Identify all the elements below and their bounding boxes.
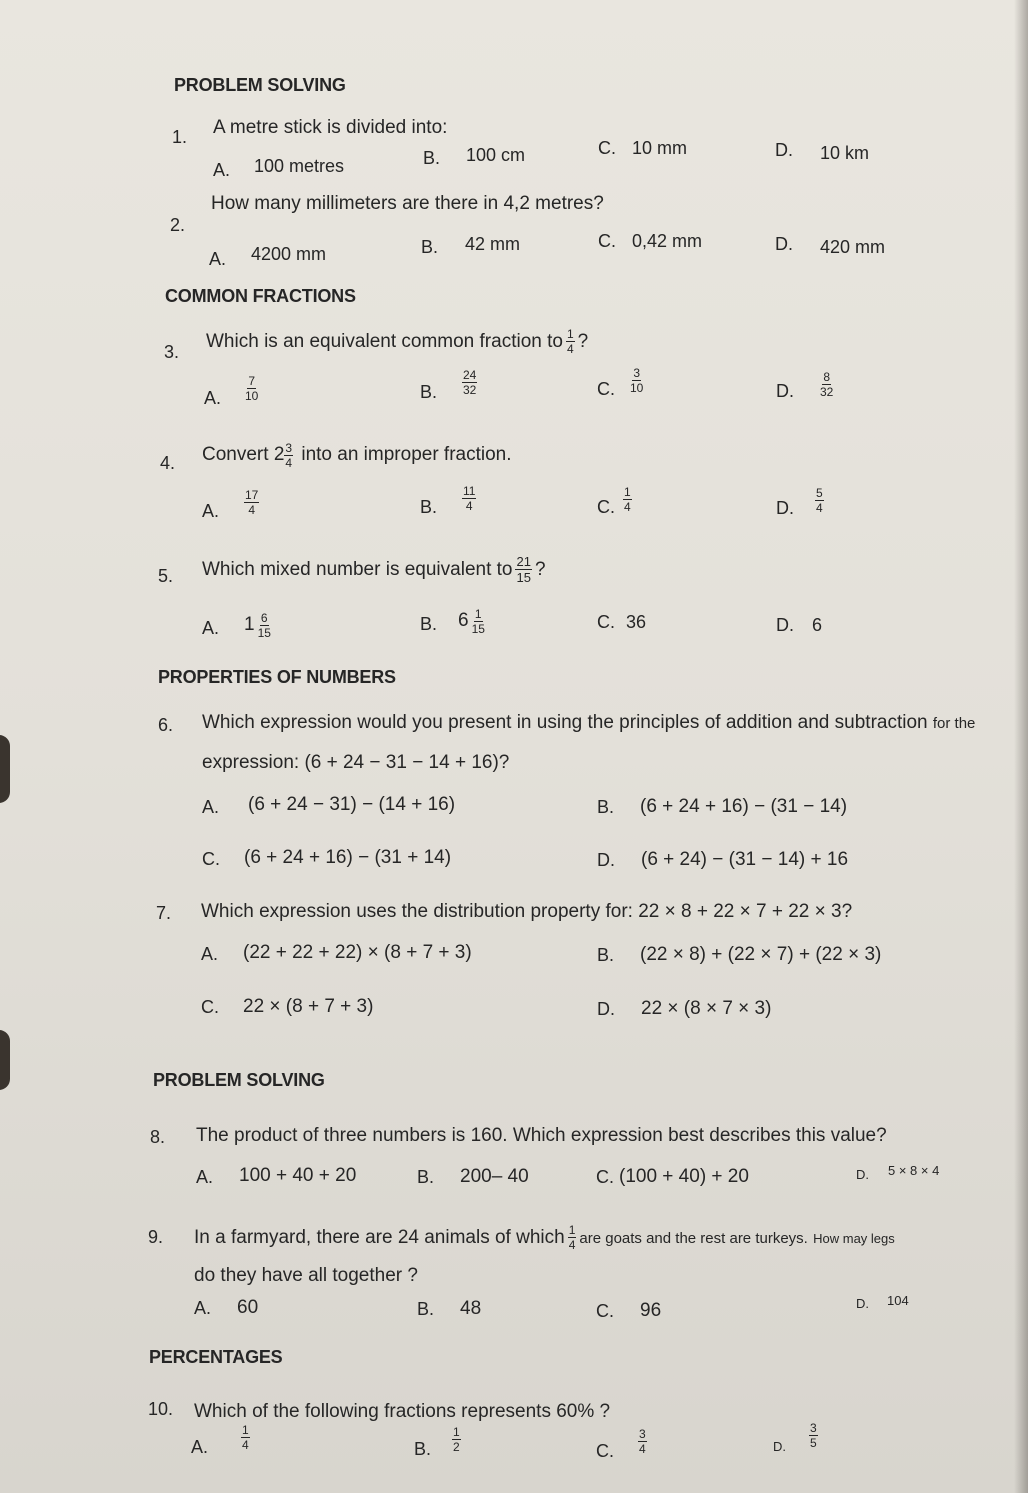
option-label: B.: [423, 148, 441, 168]
option-label: D.: [597, 850, 615, 870]
mixed-whole: 2: [273, 444, 285, 465]
question-number: 3.: [164, 342, 180, 362]
fraction: $\frac{3}{4}$: [285, 440, 293, 470]
question-number: 10.: [148, 1399, 174, 1419]
option-label: D.: [856, 1167, 869, 1182]
option-fraction: $\frac{7}{10}$: [245, 374, 259, 403]
option-value: 200– 40: [460, 1166, 529, 1187]
page-edge-shadow: [0, 735, 10, 803]
option-label: C.: [597, 497, 615, 517]
option-label: C.: [596, 1441, 614, 1461]
section-heading: PROBLEM SOLVING: [174, 75, 346, 95]
option-value: (6 + 24 − 31) − (14 + 16): [248, 794, 456, 815]
option-label: C.: [202, 849, 220, 869]
option-value: 4200 mm: [251, 244, 327, 264]
question-text: The product of three numbers is 160. Which expression best describes this value?: [196, 1125, 887, 1146]
option-value: (22 + 22 + 22) × (8 + 7 + 3): [243, 942, 472, 963]
page-fold-shadow: [1014, 0, 1028, 1493]
question-number: 9.: [148, 1227, 164, 1247]
section-heading: PERCENTAGES: [149, 1347, 283, 1367]
option-label: B.: [417, 1167, 435, 1187]
option-value: (22 × 8) + (22 × 7) + (22 × 3): [640, 944, 882, 965]
option-label: A.: [202, 618, 220, 638]
option-fraction: $\frac{8}{32}$: [820, 370, 834, 399]
option-label: A.: [201, 944, 219, 964]
option-fraction: $\frac{1}{4}$: [242, 1423, 249, 1452]
option-fraction: $\frac{3}{5}$: [810, 1421, 817, 1450]
question-number: 1.: [172, 127, 188, 147]
fraction: $\frac{1}{4}$: [568, 1223, 576, 1253]
option-label: C.: [201, 997, 219, 1017]
option-label: A.: [196, 1167, 214, 1187]
option-value: 22 × (8 + 7 + 3): [243, 996, 374, 1017]
option-value: 100 cm: [466, 145, 526, 165]
option-label: A.: [194, 1298, 212, 1318]
option-value: 10 km: [820, 143, 870, 163]
question-number: 4.: [160, 453, 176, 473]
option-label: C.: [598, 138, 616, 158]
option-value: 22 × (8 × 7 × 3): [641, 998, 772, 1019]
option-value: 104: [887, 1293, 909, 1308]
question-text-cont: do they have all together ?: [194, 1265, 418, 1286]
question-text: In a farmyard, there are 24 animals of which $\frac{1}{4}$ are goats and the rest are turkeys. How may legs: [194, 1223, 895, 1253]
option-value: 5 × 8 × 4: [888, 1163, 940, 1178]
option-label: D.: [856, 1296, 869, 1311]
option-value: 96: [640, 1300, 662, 1321]
question-text: Which of the following fractions represents 60% ?: [194, 1401, 611, 1422]
option-label: B.: [417, 1299, 435, 1319]
question-text: [202, 435, 512, 475]
question-text-main: Which mixed number is equivalent to: [202, 559, 513, 580]
option-label: D.: [597, 999, 615, 1019]
option-fraction: $\frac{24}{32}$: [463, 368, 477, 397]
option-value: 100 metres: [254, 156, 345, 176]
option-value: 60: [237, 1297, 259, 1318]
question-text: How many millimeters are there in 4,2 metres?: [211, 193, 604, 214]
question-text: Which expression uses the distribution property for: 22 × 8 + 22 × 7 + 22 × 3?: [201, 901, 853, 922]
option-value: 420 mm: [820, 237, 886, 257]
question-mark: ?: [577, 331, 589, 352]
option-label: D.: [775, 140, 793, 160]
question-text: Which expression would you present in using the principles of addition and subtraction for the: [202, 712, 976, 733]
question-text: A metre stick is divided into:: [213, 117, 448, 138]
option-fraction: $\frac{5}{4}$: [816, 486, 823, 515]
option-value: 0,42 mm: [632, 231, 703, 251]
option-value: 42 mm: [465, 234, 521, 254]
question-number: 7.: [156, 903, 172, 923]
option-label: A.: [191, 1437, 209, 1457]
option-label: B.: [597, 797, 615, 817]
option-label: A.: [202, 501, 220, 521]
option-label: C.: [597, 612, 615, 632]
option-value: 10 mm: [632, 138, 688, 158]
option-label: A.: [202, 797, 220, 817]
section-heading: PROBLEM SOLVING: [153, 1070, 325, 1090]
option-label: C.: [596, 1167, 614, 1187]
option-fraction: $\frac{1}{4}$: [624, 485, 631, 514]
question-mark: ?: [534, 559, 546, 580]
option-label: B.: [421, 237, 439, 257]
option-value: 100 + 40 + 20: [239, 1165, 357, 1186]
option-fraction: $\frac{11}{4}$: [463, 484, 476, 513]
question-number: 6.: [158, 715, 174, 735]
question-text: [206, 322, 588, 362]
option-value: (6 + 24 + 16) − (31 − 14): [640, 796, 848, 817]
option-value: 48: [460, 1298, 482, 1319]
option-label: D.: [773, 1439, 786, 1454]
option-fraction: $\frac{1}{2}$: [453, 1425, 460, 1454]
option-label: D.: [776, 381, 794, 401]
question-text-cont: expression: (6 + 24 − 31 − 14 + 16)?: [202, 752, 510, 773]
option-value: (6 + 24 + 16) − (31 + 14): [244, 847, 452, 868]
question-text-pre: Convert: [202, 444, 269, 466]
option-value: (6 + 24) − (31 − 14) + 16: [641, 849, 849, 870]
fraction: $\frac{1}{4}$: [566, 327, 574, 357]
option-label: A.: [204, 388, 222, 408]
question-number: 5.: [158, 566, 174, 586]
section-heading: PROPERTIES OF NUMBERS: [158, 667, 396, 687]
option-label: C.: [597, 379, 615, 399]
option-fraction: $\frac{17}{4}$: [245, 488, 259, 517]
option-fraction: $\frac{3}{4}$: [639, 1427, 646, 1456]
option-label: D.: [775, 234, 793, 254]
option-value: 36: [626, 612, 647, 632]
option-mixed-number: 1 $\frac{6}{15}$: [244, 610, 271, 640]
section-heading: COMMON FRACTIONS: [165, 286, 356, 306]
option-label: D.: [776, 498, 794, 518]
option-label: C.: [596, 1301, 614, 1321]
option-mixed-number: 6 $\frac{1}{15}$: [458, 606, 485, 636]
option-label: B.: [597, 945, 615, 965]
option-label: B.: [420, 382, 438, 402]
option-fraction: $\frac{3}{10}$: [630, 366, 644, 395]
option-label: B.: [420, 497, 438, 517]
fraction: $\frac{21}{15}$: [516, 554, 531, 586]
option-label: A.: [213, 160, 231, 180]
option-label: A.: [209, 249, 227, 269]
question-number: 8.: [150, 1127, 166, 1147]
question-text-main: Which is an equivalent common fraction to: [206, 331, 563, 352]
option-label: C.: [598, 231, 616, 251]
option-value: 6: [812, 615, 823, 635]
option-label: B.: [414, 1439, 432, 1459]
question-number: 2.: [170, 215, 186, 235]
option-label: D.: [776, 615, 794, 635]
option-label: B.: [420, 614, 438, 634]
question-text-post: into an improper fraction.: [301, 444, 512, 466]
option-value: (100 + 40) + 20: [619, 1166, 749, 1187]
page-edge-shadow: [0, 1030, 10, 1090]
question-text: [202, 550, 546, 590]
